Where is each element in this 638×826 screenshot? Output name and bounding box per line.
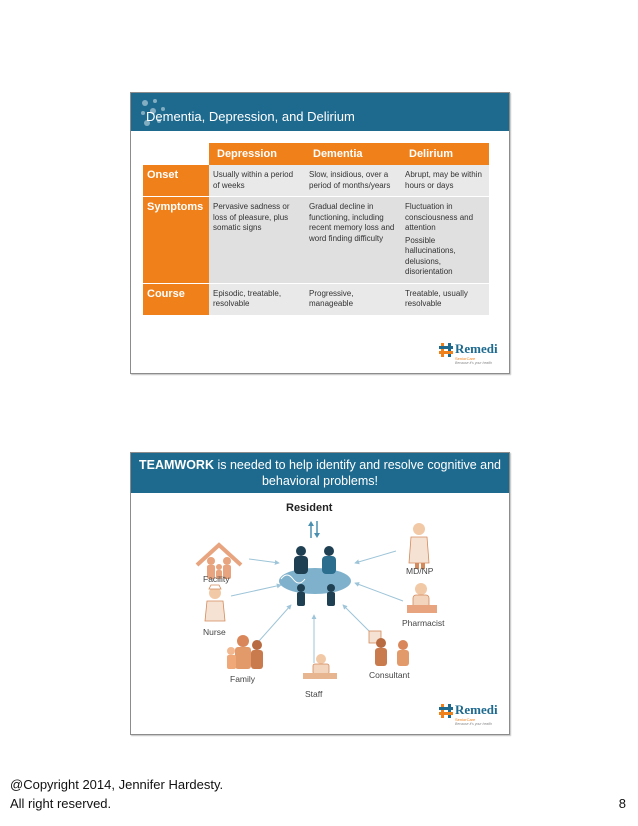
table-header-row xyxy=(143,143,489,165)
logo-sub: SeniorCare xyxy=(455,356,476,361)
family-label: Family xyxy=(230,674,256,684)
table-cell xyxy=(305,165,401,197)
cell-text: Pervasive sadness or loss of pleasure, plus somatic signs xyxy=(213,202,290,232)
cell-text: Fluctuation in consciousness and attention xyxy=(405,202,474,232)
cell-text: Progressive, manageable xyxy=(309,288,354,308)
arrow-family xyxy=(259,605,291,641)
arrow-md xyxy=(355,551,396,563)
table-cell xyxy=(305,197,401,284)
cell-text: Possible hallucinations, delusions, disorientation xyxy=(405,235,456,276)
table-cell xyxy=(209,197,305,284)
arrow-pharmacist xyxy=(355,583,403,601)
arrow-facility xyxy=(249,559,279,563)
copyright-line: @Copyright 2014, Jennifer Hardesty. xyxy=(10,777,224,792)
page-number: 8 xyxy=(618,796,626,811)
column-header: Dementia xyxy=(305,143,401,165)
remedi-logo xyxy=(439,341,503,367)
doctor-icon xyxy=(409,523,429,569)
logo-mark-icon xyxy=(439,704,453,718)
pharmacist-icon xyxy=(407,583,437,613)
puzzle-people-icon xyxy=(279,546,351,606)
cell-text: Slow, insidious, over a period of months/years xyxy=(309,170,391,190)
logo-text: Remedi xyxy=(455,702,498,717)
table-cell xyxy=(209,165,305,197)
column-header: Depression xyxy=(209,143,305,165)
logo-tagline: Because it's your health xyxy=(455,361,493,365)
row-header: Course xyxy=(143,283,209,315)
md-np-label: MD/NP xyxy=(406,566,434,576)
up-down-arrows-icon xyxy=(308,521,320,538)
cell-text: Usually within a period of weeks xyxy=(213,170,294,190)
slide-dementia-table xyxy=(130,92,510,374)
slide-title: Dementia, Depression, and Delirium xyxy=(146,109,355,124)
cell-text: Episodic, treatable, resolvable xyxy=(213,288,282,308)
slide-teamwork xyxy=(130,452,510,735)
cell-text: Abrupt, may be within hours or days xyxy=(405,170,482,190)
nurse-label: Nurse xyxy=(203,627,226,637)
table-cell xyxy=(305,283,401,315)
table-corner xyxy=(143,143,209,165)
table-cell xyxy=(209,283,305,315)
table-row xyxy=(143,283,489,315)
rights-line: All right reserved. xyxy=(10,796,112,811)
slide-header xyxy=(131,453,509,493)
teamwork-diagram xyxy=(131,493,509,734)
facility-label: Facility xyxy=(203,574,230,584)
row-header: Symptoms xyxy=(143,197,209,284)
family-icon xyxy=(227,635,263,669)
title-rest: is needed to help identify and resolve cognitive and behavioral problems! xyxy=(214,458,501,488)
slide-title xyxy=(131,457,509,489)
pharmacist-label: Pharmacist xyxy=(402,618,445,628)
comparison-table xyxy=(143,143,489,316)
table-row xyxy=(143,197,489,284)
logo-mark-icon xyxy=(439,343,453,357)
column-header: Delirium xyxy=(401,143,489,165)
staff-label: Staff xyxy=(305,689,323,699)
table-cell xyxy=(401,165,489,197)
cell-text: Treatable, usually resolvable xyxy=(405,288,468,308)
table-cell xyxy=(401,197,489,284)
table-row xyxy=(143,165,489,197)
consultant-icon xyxy=(369,631,409,666)
nurse-icon xyxy=(205,585,225,621)
table-cell xyxy=(401,283,489,315)
staff-icon xyxy=(303,654,337,679)
resident-label: Resident xyxy=(286,502,333,514)
logo-sub: SeniorCare xyxy=(455,717,476,722)
arrow-nurse xyxy=(231,585,281,596)
title-emphasis: TEAMWORK xyxy=(139,458,214,472)
cell-text: Gradual decline in functioning, including recent memory loss and word finding difficulty xyxy=(309,202,395,243)
consultant-label: Consultant xyxy=(369,670,410,680)
remedi-logo xyxy=(439,702,503,728)
slide-header xyxy=(131,93,509,131)
row-header: Onset xyxy=(143,165,209,197)
logo-text: Remedi xyxy=(455,341,498,356)
logo-tagline: Because it's your health xyxy=(455,722,493,726)
